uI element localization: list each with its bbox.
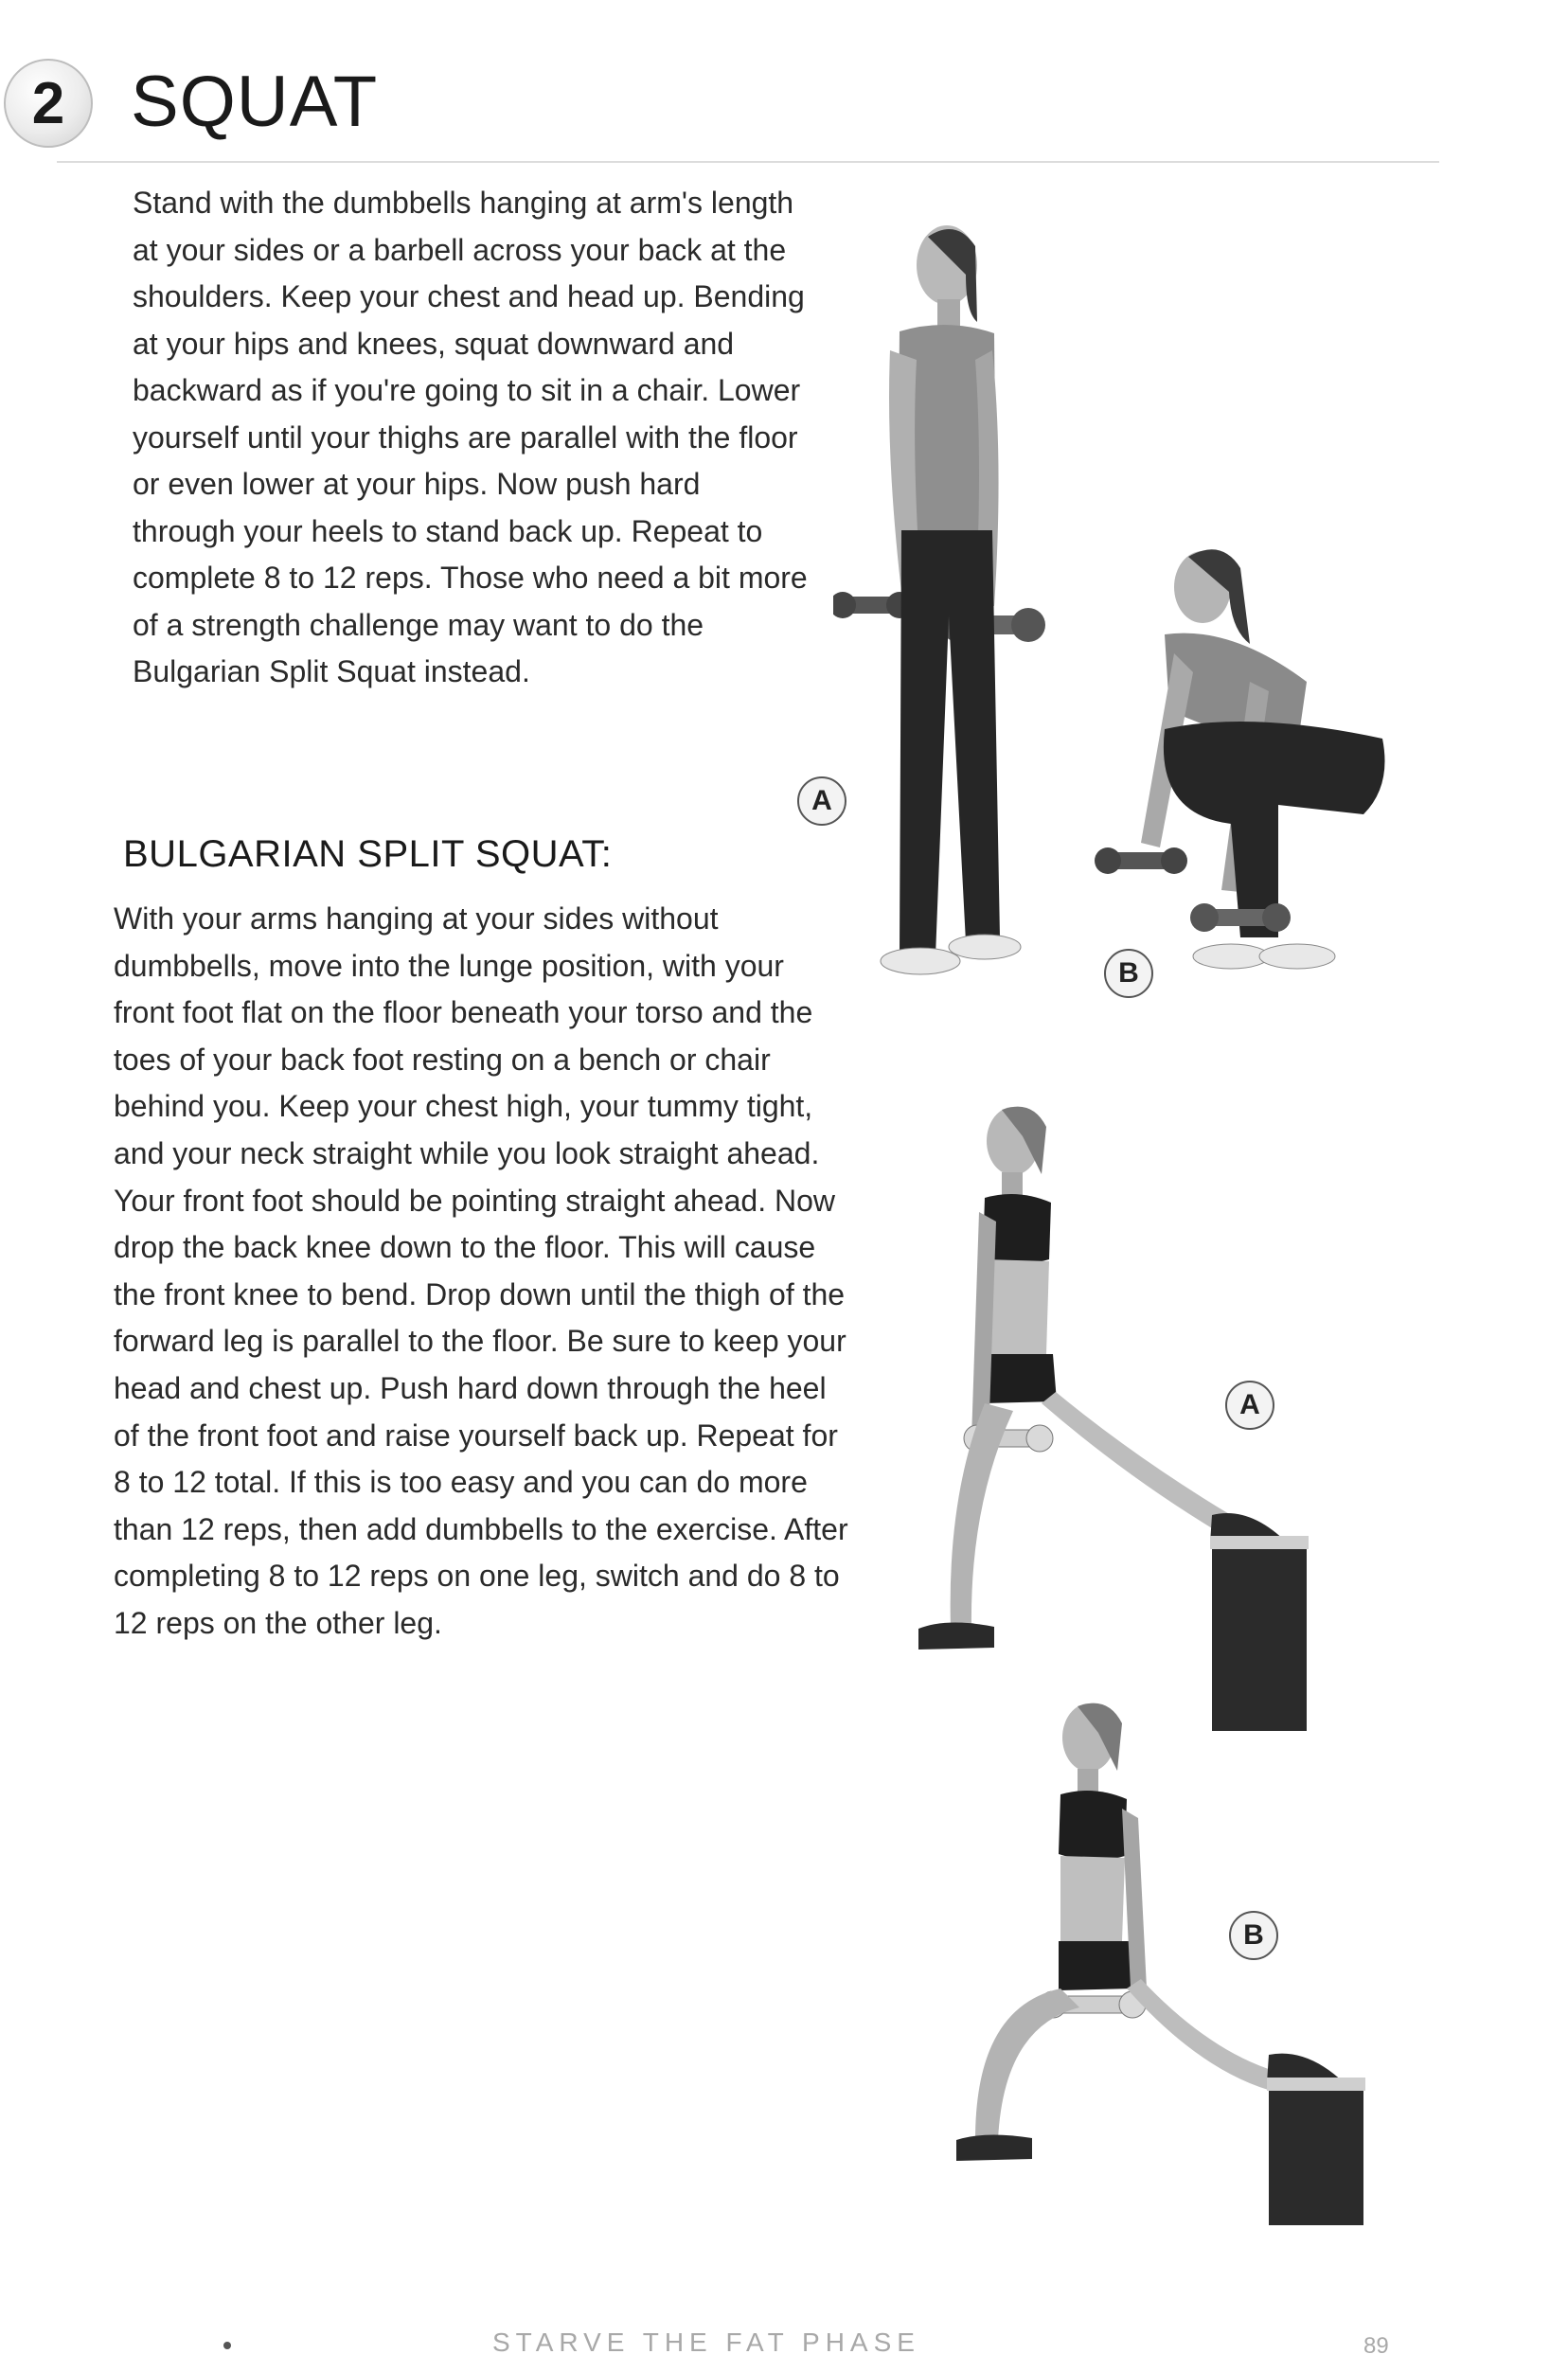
squat-bottom-photo bbox=[1089, 540, 1401, 994]
exercise-number-badge bbox=[4, 59, 93, 148]
exercise-number: 2 bbox=[31, 70, 65, 136]
split-squat-b-label-badge bbox=[1229, 1911, 1278, 1960]
split-squat-top-photo bbox=[890, 1098, 1345, 1761]
page-title: SQUAT bbox=[131, 62, 379, 142]
squat-standing-photo bbox=[833, 218, 1070, 994]
standing-figure-illustration bbox=[833, 218, 1070, 994]
variation-heading: BULGARIAN SPLIT SQUAT: bbox=[123, 833, 613, 875]
split-squat-bottom-photo bbox=[937, 1695, 1373, 2225]
split-squat-b-label: B bbox=[1243, 1919, 1264, 1951]
variation-paragraph: With your arms hanging at your sides without dumbbells, move into the lunge position, with your front foot flat on the floor beneath your torso and the toes of your back foot resting on a bench or chair behind you. Keep your chest high, your tummy tight, and your neck straight while you look straight ahead. Your front foot should be pointing straight ahead. Now drop the back knee down to the floor. This will cause the front knee to bend. Drop down until the thigh of the forward leg is parallel to the floor. Be sure to keep your head and chest up. Push hard down through the heel of the front foot and raise yourself back up. Repeat for 8 to 12 total. If this is too easy and you can do more than 12 reps, then add dumbbells to the exercise. After completing 8 to 12 reps on one leg, switch and do 8 to 12 reps on the other leg. bbox=[114, 901, 848, 1640]
split-squat-a-label: A bbox=[1239, 1389, 1260, 1420]
split-squat-bottom-illustration bbox=[937, 1695, 1373, 2225]
footer-bullet bbox=[223, 2342, 231, 2349]
split-squat-a-label-badge bbox=[1225, 1381, 1274, 1430]
squat-b-label-badge bbox=[1104, 949, 1153, 998]
header-divider bbox=[57, 161, 1439, 163]
split-squat-top-illustration bbox=[890, 1098, 1345, 1761]
intro-paragraph: Stand with the dumbbells hanging at arm's length at your sides or a barbell across your back at the shoulders. Keep your chest and head up. Bending at your hips and knees, squat downward and backward as if you're going to sit in a chair. Lower yourself until your thighs are parallel with the floor or even lower at your hips. Now push hard through your heels to stand back up. Repeat to complete 8 to 12 reps. Those who need a bit more of a strength challenge may want to do the Bulgarian Split Squat instead. bbox=[133, 186, 808, 688]
squatting-figure-illustration bbox=[1089, 540, 1401, 994]
squat-a-label-badge bbox=[797, 776, 846, 826]
squat-b-label: B bbox=[1118, 957, 1139, 989]
page-number: 89 bbox=[1363, 2333, 1389, 2359]
squat-a-label: A bbox=[811, 785, 832, 816]
running-footer: STARVE THE FAT PHASE bbox=[492, 2327, 920, 2357]
